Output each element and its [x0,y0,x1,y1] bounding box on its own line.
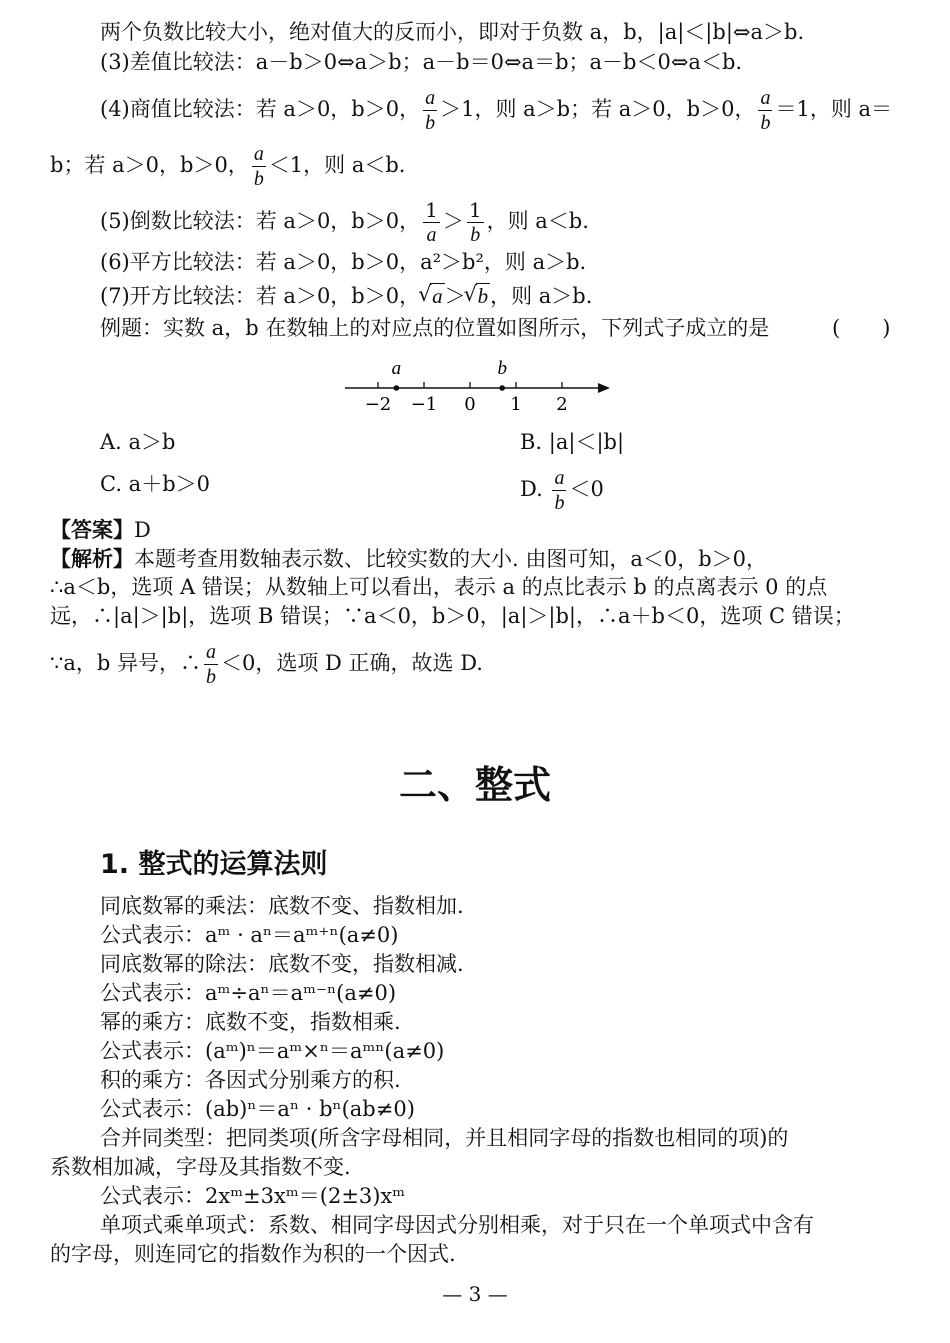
rule-line: 的字母，则连同它的指数作为积的一个因式. [50,1242,456,1266]
formula-line: 公式表示：(ab)ⁿ＝aⁿ · bⁿ(ab≠0) [100,1097,415,1121]
point-group [392,358,507,391]
analysis-line: 远，∴|a|＞|b|，选项 B 错误；∵a＜0，b＞0，|a|＞|b|，∴a＋b＜0，选项 C 错误； [50,604,855,628]
fraction [252,144,266,189]
numerator: a [253,143,264,165]
tick-label: 1 [510,394,522,415]
fraction [423,200,440,245]
denominator: a [426,224,437,246]
section-subtitle: 1. 整式的运算法则 [100,849,328,880]
point-label: b [497,358,507,379]
fraction [204,642,218,687]
page-number: — 3 — [442,1282,508,1306]
text-line: 两个负数比较大小，绝对值大的反而小，即对于负数 a，b，|a|＜|b|⇔a＞b. [100,20,805,44]
rule-line: 系数相加减，字母及其指数不变. [50,1155,351,1179]
analysis-line: ∴a＜b，选项 A 错误；从数轴上可以看出，表示 a 的点比表示 b 的点离表示 0 的点 [50,575,828,599]
denominator: b [760,112,771,134]
text-line: (6)平方比较法：若 a＞0，b＞0，a²＞b²，则 a＞b. [100,250,587,274]
text-segment: ＞ [442,209,464,233]
text-segment: ＜0 [569,477,604,501]
tick-label: −2 [364,394,392,415]
analysis-line [50,545,767,573]
numerator: a [206,641,216,663]
point-a [394,385,400,391]
text-segment: ＜0，选项 D 正确，故选 D. [221,651,483,675]
rule-line: 合并同类型：把同类项(所含字母相同，并且相同字母的指数也相同的项)的 [100,1126,789,1150]
text-line [100,88,892,133]
text-line [50,144,406,189]
fraction [423,88,437,133]
formula-line: 公式表示：(aᵐ)ⁿ＝aᵐ×ⁿ＝aᵐⁿ(a≠0) [100,1039,445,1063]
text-segment: ，则 a＞b. [490,284,593,308]
number-line [340,350,620,420]
text-line [100,200,589,245]
answer-label: 【答案】 [50,518,134,542]
rule-line: 同底数幂的除法：底数不变，指数相减. [100,952,464,976]
numerator: a [760,87,771,109]
sqrt-b: √ b [466,282,491,310]
formula-line: 公式表示：2xᵐ±3xᵐ＝(2±3)xᵐ [100,1184,406,1208]
example-question: 例题：实数 a，b 在数轴上的对应点的位置如图所示，下列式子成立的是 [100,316,770,340]
text-segment: (4)商值比较法：若 a＞0，b＞0， [100,97,421,121]
section-title: 二、整式 [398,763,551,807]
text-segment: ，则 a＜b. [486,209,589,233]
analysis-label: 【解析】 [50,547,134,571]
rule-line: 同底数幂的乘法：底数不变、指数相加. [100,894,464,918]
denominator: b [554,492,565,514]
denominator: b [253,168,264,190]
numerator: 1 [468,198,482,222]
analysis-line [50,642,483,687]
numerator: a [554,467,565,489]
denominator: b [206,666,216,688]
option-d-label: D. [520,477,543,501]
answer-value: D [134,518,151,542]
text-segment: 本题考查用数轴表示数、比较实数的大小. 由图可知，a＜0，b＞0， [134,547,768,571]
text-segment: (5)倒数比较法：若 a＞0，b＞0， [100,209,421,233]
text-segment: ＞1，则 a＞b；若 a＞0，b＞0， [440,97,756,121]
text-line [100,282,592,310]
text-segment: ＞ [444,284,466,308]
text-segment: ∵a，b 异号，∴ [50,651,201,675]
denominator: b [470,224,481,246]
answer-paren: ( ) [832,316,891,340]
sqrt-a: √ a [420,282,445,310]
text-line: (3)差值比较法：a－b＞0⇔a＞b；a－b＝0⇔a＝b；a－b＜0⇔a＜b. [100,50,743,74]
text-segment: (7)开方比较法：若 a＞0，b＞0， [100,284,421,308]
option-a: A. a＞b [100,430,176,454]
text-segment: ＜1，则 a＜b. [268,153,406,177]
option-c: C. a＋b＞0 [100,472,210,496]
answer-line [50,516,151,544]
denominator: b [425,112,436,134]
axis-arrow [598,383,610,393]
option-b: B. |a|＜|b| [520,430,625,454]
formula-line: 公式表示：aᵐ · aⁿ＝aᵐ⁺ⁿ(a≠0) [100,923,399,947]
text-segment: b；若 a＞0，b＞0， [50,153,249,177]
fraction [552,468,566,513]
tick-label: −1 [410,394,438,415]
option-d [520,468,604,513]
rule-line: 单项式乘单项式：系数、相同字母因式分别相乘，对于只在一个单项式中含有 [100,1213,814,1237]
fraction [758,88,772,133]
point-label: a [391,358,402,379]
tick-label: 2 [556,394,568,415]
numerator: a [425,87,436,109]
text-segment: ＝1，则 a＝ [775,97,893,121]
tick-label: 0 [464,394,476,415]
numerator: 1 [425,198,438,222]
point-b [499,385,505,391]
formula-line: 公式表示：aᵐ÷aⁿ＝aᵐ⁻ⁿ(a≠0) [100,981,397,1005]
rule-line: 积的乘方：各因式分别乘方的积. [100,1068,401,1092]
rule-line: 幂的乘方：底数不变，指数相乘. [100,1010,401,1034]
fraction [467,200,484,245]
